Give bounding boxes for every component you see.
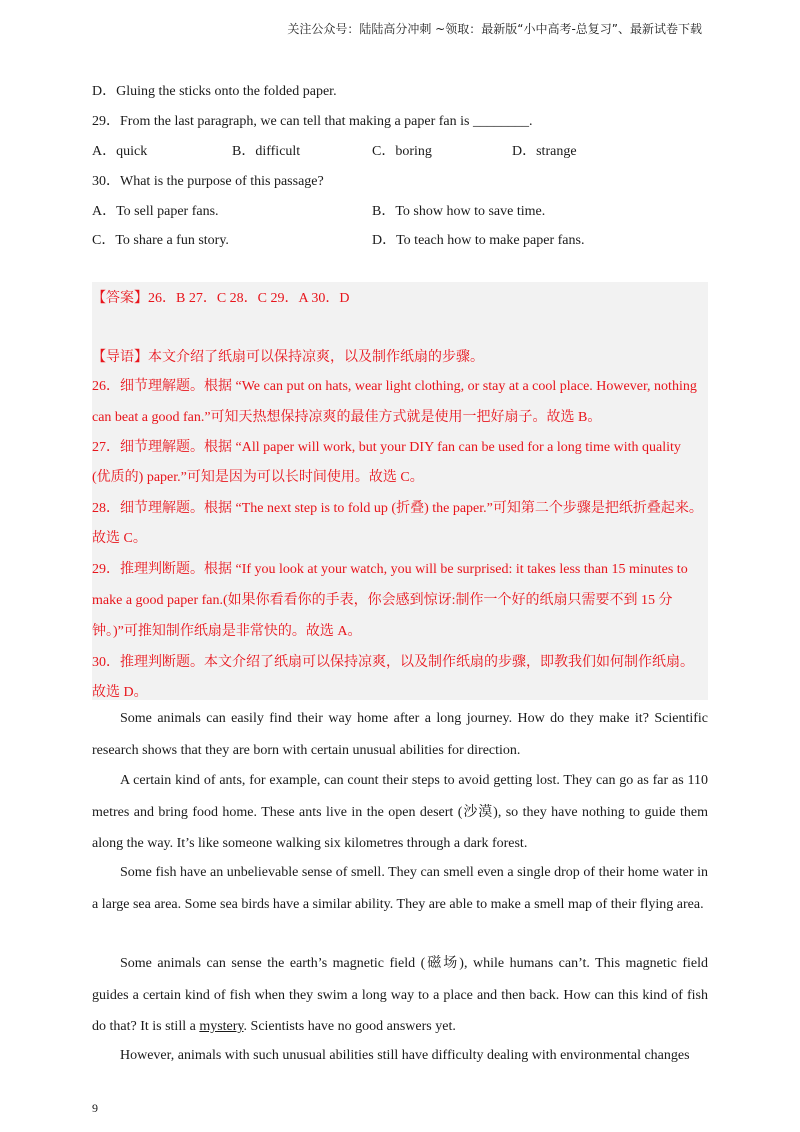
q29-option-a: A．quick: [92, 144, 148, 159]
q30-option-d: D．To teach how to make paper fans.: [372, 233, 585, 248]
passage-paragraph: Some fish have an unbelievable sense of smell. They can smell even a single drop of their home water in a large sea area. Some sea birds have a similar ability. They are able to make a smell map of their flying area.: [92, 865, 708, 912]
q30-option-a: A．To sell paper fans.: [92, 204, 219, 219]
page-number: 9: [92, 1101, 98, 1115]
explanation-line: 故选 C。: [92, 531, 147, 546]
intro-line: 【导语】本文介绍了纸扇可以保持凉爽，以及制作纸扇的步骤。: [92, 350, 484, 365]
explanation-line: make a good paper fan.(如果你看看你的手表，你会感到惊讶:制作一个好的纸扇只需要不到 15 分: [92, 593, 673, 608]
explanation-line: (优质的) paper.”可知是因为可以长时间使用。故选 C。: [92, 470, 424, 485]
explanation-line: 30．推理判断题。本文介绍了纸扇可以保持凉爽，以及制作纸扇的步骤，即教我们如何制作纸扇。: [92, 655, 694, 670]
q29-option-b: B．difficult: [232, 144, 301, 159]
explanation-line: 28．细节理解题。根据 “The next step is to fold up (折叠) the paper.”可知第二个步骤是把纸折叠起来。: [92, 501, 703, 516]
q30-option-b: B．To show how to save time.: [372, 204, 546, 219]
page-header: 关注公众号：陆陆高分冲刺 ~领取：最新版“小中高考-总复习”、最新试卷下载: [287, 22, 702, 36]
q29-option-c: C．boring: [372, 144, 432, 159]
explanation-line: 27．细节理解题。根据 “All paper will work, but your DIY fan can be used for a long time with quality: [92, 440, 681, 455]
q29-option-d: D．strange: [512, 144, 577, 159]
explanation-line: 26．细节理解题。根据 “We can put on hats, wear light clothing, or stay at a cool place. However, nothing: [92, 379, 697, 394]
passage-text: Some animals can sense the earth’s magnetic field (磁场), while humans can’t. This magnetic field guides a certain kind of fish when they swim a long way to a place and then back. How can this kind of fish do that? It is still a: [92, 956, 708, 1034]
q30-option-c: C．To share a fun story.: [92, 233, 229, 248]
passage-paragraph: A certain kind of ants, for example, can count their steps to avoid getting lost. They can go as far as 110 metres and bring food home. These ants live in the open desert (沙漠), so they have nothing to guide them along the way. It’s like someone walking six kilometres through a dark forest.: [92, 773, 708, 851]
passage-paragraph: [92, 948, 708, 1043]
passage-paragraph: Some animals can easily find their way home after a long journey. How do they make it? Scientific research shows that they are born with certain unusual abilities for direction.: [92, 711, 708, 758]
q29-question: 29．From the last paragraph, we can tell that making a paper fan is ________.: [92, 114, 533, 129]
passage-paragraph: However, animals with such unusual abilities still have difficulty dealing with environmental changes: [120, 1048, 690, 1063]
explanation-line: 故选 D。: [92, 685, 148, 700]
answers-line: 【答案】26．B 27．C 28．C 29．A 30．D: [92, 291, 350, 306]
underlined-word: mystery: [199, 1019, 244, 1034]
passage-text: . Scientists have no good answers yet.: [243, 1019, 456, 1034]
explanation-line: can beat a good fan.”可知天热想保持凉爽的最佳方式就是使用一把好扇子。故选 B。: [92, 410, 602, 425]
explanation-line: 钟。)”可推知制作纸扇是非常快的。故选 A。: [92, 624, 362, 639]
q30-question: 30．What is the purpose of this passage?: [92, 174, 324, 189]
q28-option-d: D．Gluing the sticks onto the folded paper.: [92, 84, 337, 99]
explanation-line: 29．推理判断题。根据 “If you look at your watch, you will be surprised: it takes less than 15 minutes to: [92, 562, 688, 577]
